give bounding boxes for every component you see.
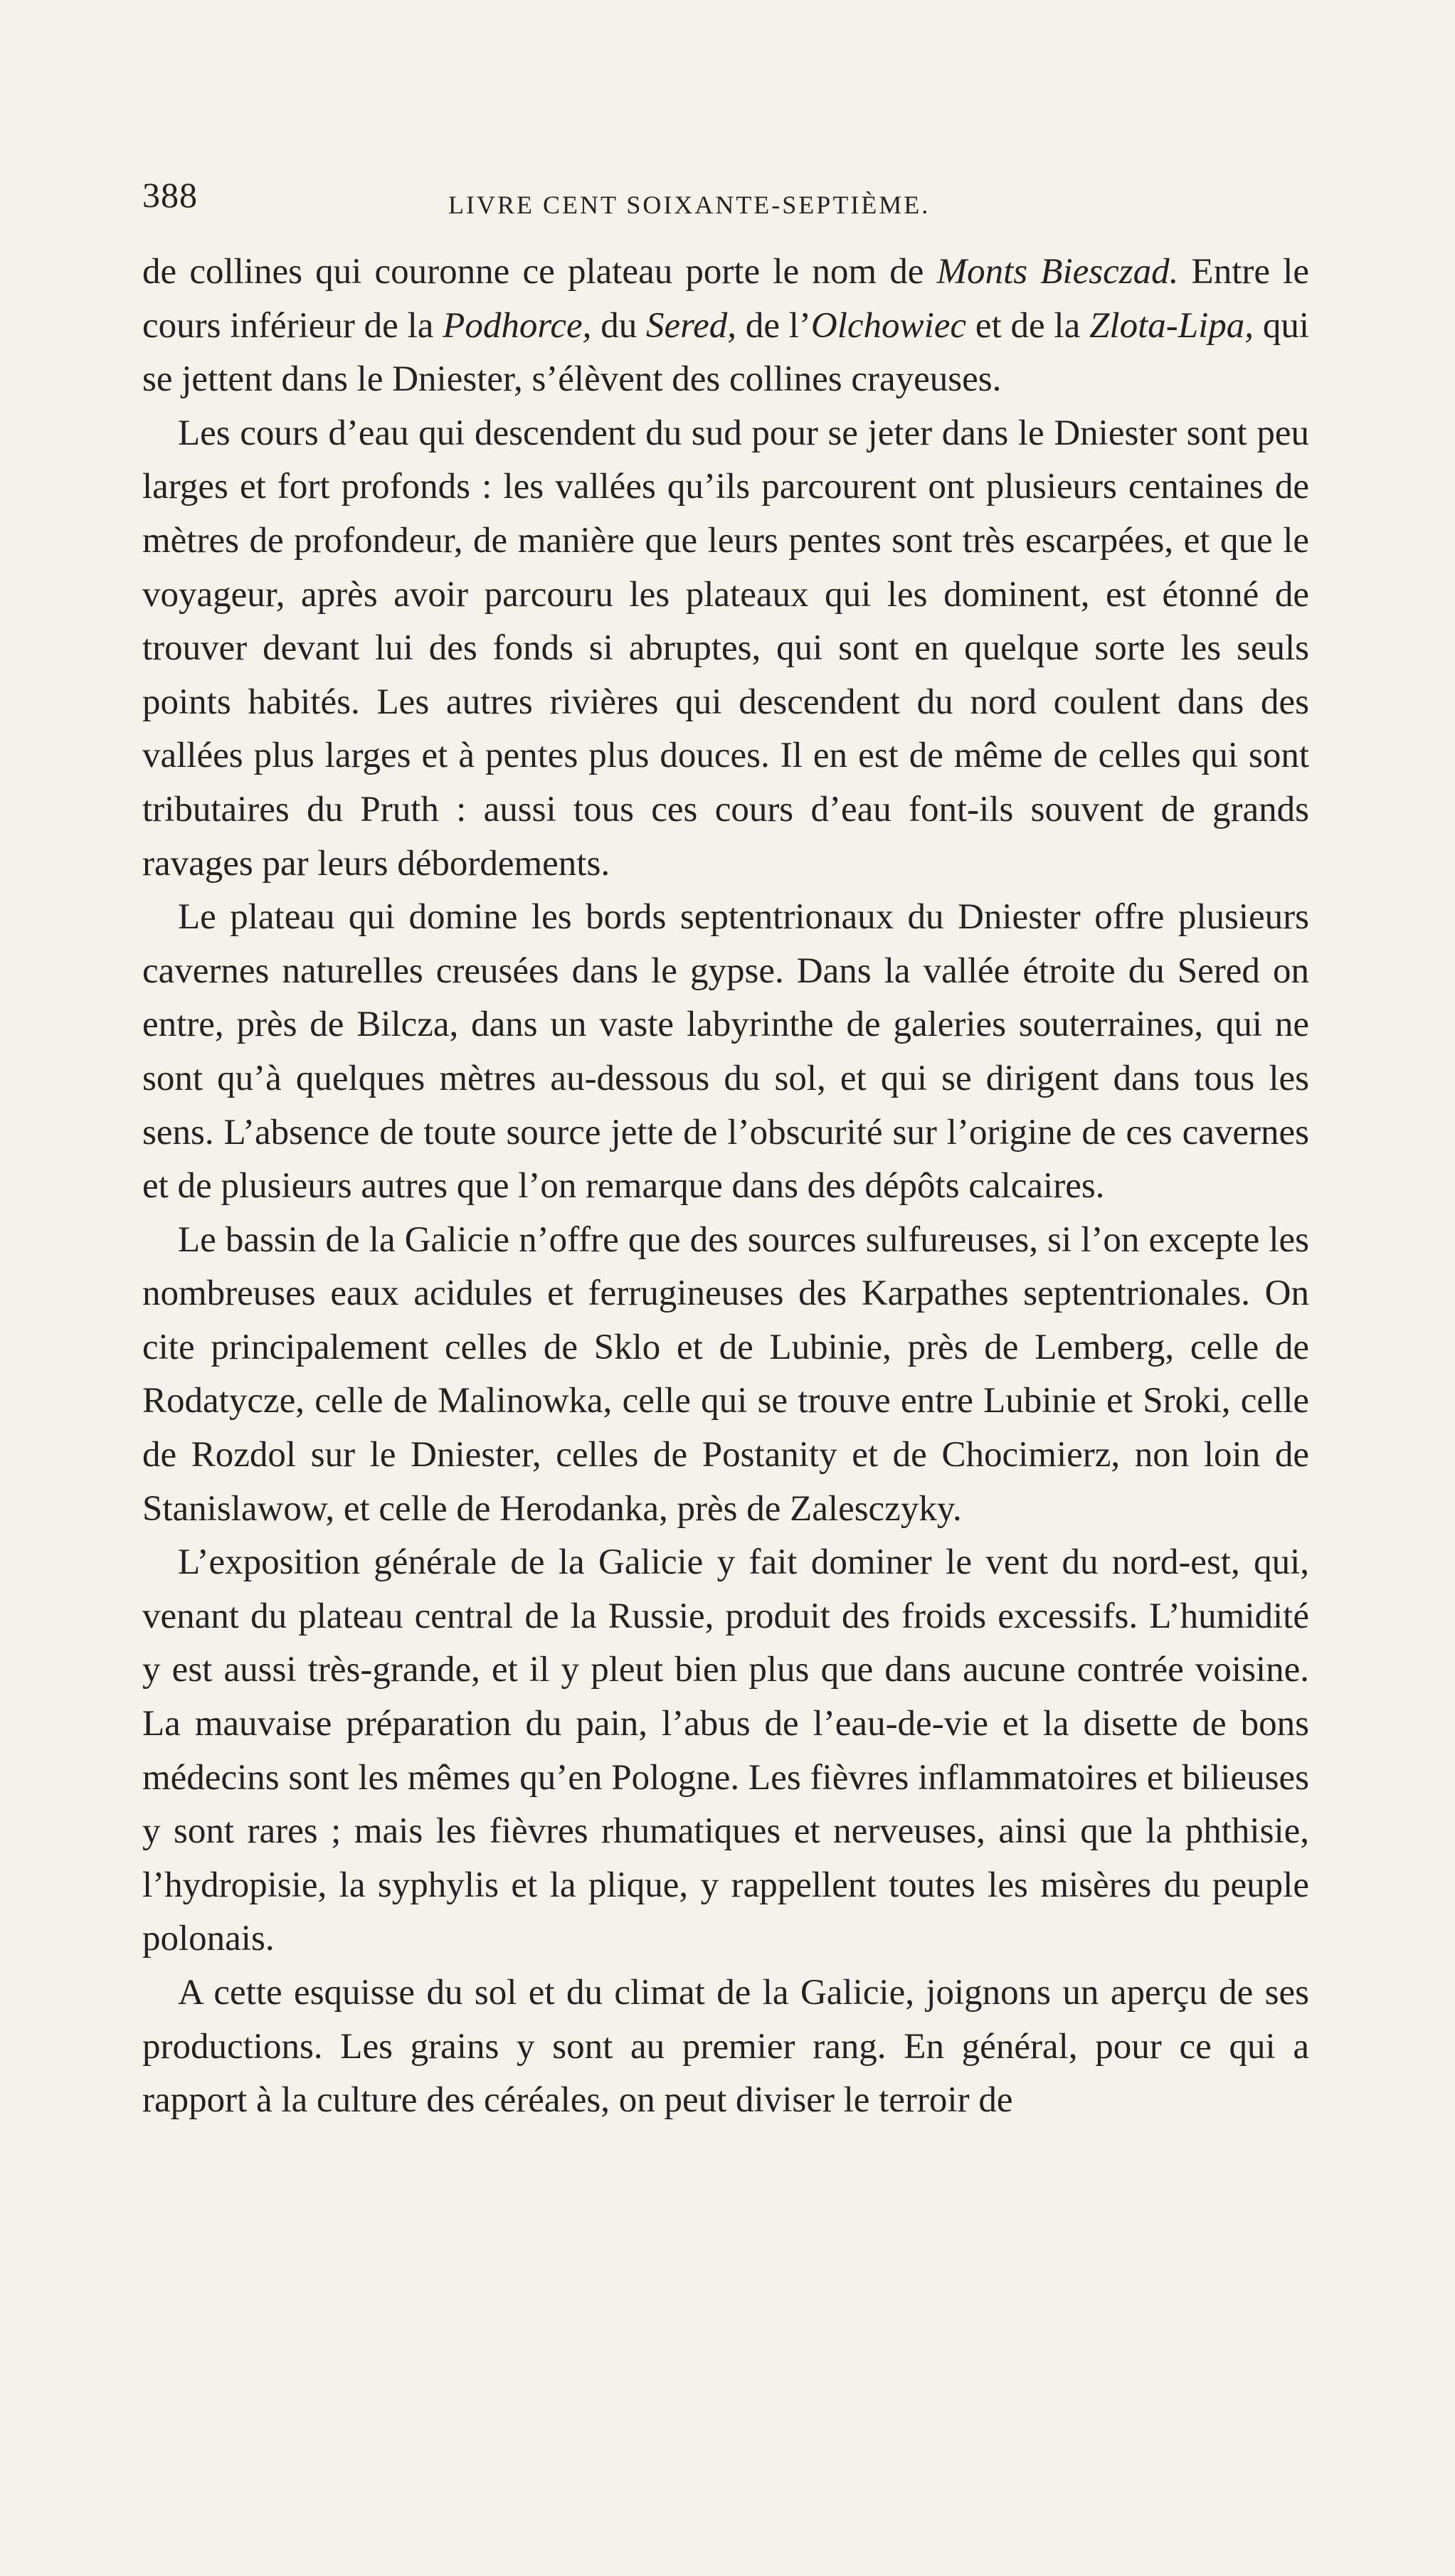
text-segment: Le plateau qui domine les bords septentrionaux du Dniester offre plusieurs cavernes naturelles creusées dans le gypse. Dans la vallée étroite du Sered on entre, près de Bilcza, dans un vaste labyrinthe de galeries souterraines, qui ne sont qu’à quelques mètres au-dessous du sol, et qui se dirigent dans tous les sens. L’absence de toute source jette de l’obscurité sur l’origine de ces cavernes et de plusieurs autres que l’on remarque dans des dépôts calcaires.: [142, 897, 1309, 1207]
paragraph: [142, 1966, 1309, 2128]
italic-text: Zlota-Lipa,: [1089, 305, 1254, 346]
text-segment: Le bassin de la Galicie n’offre que des sources sulfureuses, si l’on excepte les nombreuses eaux acidules et ferrugineuses des Karpathes septentrionales. On cite principalement celles de Sklo et de Lubinie, près de Lemberg, celle de Rodatycze, celle de Malinowka, celle qui se trouve entre Lubinie et Sroki, celle de Rozdol sur le Dniester, celles de Postanity et de Chocimierz, non loin de Stanislawow, et celle de Herodanka, près de Zalesczyky.: [142, 1219, 1309, 1529]
italic-text: Sered,: [646, 305, 736, 346]
running-head: LIVRE CENT SOIXANTE-SEPTIÈME.: [448, 191, 931, 219]
text-segment: Entre le cours inférieur de la: [142, 252, 1309, 346]
text-segment: L’exposition générale de la Galicie y fait dominer le vent du nord-est, qui, venant du plateau central de la Russie, produit des froids excessifs. L’humidité y est aussi très-grande, et il y pleut bien plus que dans aucune contrée voisine. La mauvaise préparation du pain, l’abus de l’eau-de-vie et la disette de bons médecins sont les mêmes qu’en Pologne. Les fièvres inflammatoires et bilieuses y sont rares ; mais les fièvres rhumatiques et nerveuses, ainsi que la phthisie, l’hydropisie, la syphylis et la plique, y rappellent toutes les misères du peuple polonais.: [142, 1542, 1309, 1959]
body-text: [142, 245, 1309, 2128]
text-segment: de collines qui couronne ce plateau porte le nom de: [142, 252, 937, 292]
italic-text: Monts Biesczad.: [936, 252, 1179, 292]
paragraph: [142, 245, 1309, 407]
paragraph: [142, 1536, 1309, 1966]
italic-text: Olchowiec: [810, 305, 967, 346]
text-segment: qui se jettent dans le Dniester, s’élèvent des collines crayeuses.: [142, 305, 1310, 400]
page-number: 388: [142, 175, 198, 215]
paragraph: [142, 1214, 1309, 1537]
italic-text: Podhorce,: [443, 305, 592, 346]
paragraph: [142, 407, 1309, 891]
text-segment: et de la: [966, 305, 1090, 346]
text-segment: de l’: [736, 305, 811, 346]
text-segment: Les cours d’eau qui descendent du sud pour se jeter dans le Dniester sont peu larges et fort profonds : les vallées qu’ils parcourent ont plusieurs centaines de mètres de profondeur, de manière que leurs pentes sont très escarpées, et que le voyageur, après avoir parcouru les plateaux qui les dominent, est étonné de trouver devant lui des fonds si abruptes, qui sont en quelque sorte les seuls points habités. Les autres rivières qui descendent du nord coulent dans des vallées plus larges et à pentes plus douces. Il en est de même de celles qui sont tributaires du Pruth : aussi tous ces cours d’eau font-ils souvent de grands ravages par leurs débordements.: [142, 413, 1309, 884]
text-segment: du: [591, 305, 647, 346]
paragraph: [142, 891, 1309, 1214]
text-segment: A cette esquisse du sol et du climat de la Galicie, joignons un aperçu de ses productions. Les grains y sont au premier rang. En général, pour ce qui a rapport à la culture des céréales, on peut diviser le terroir de: [142, 1973, 1309, 2121]
page-header: [142, 174, 1352, 231]
